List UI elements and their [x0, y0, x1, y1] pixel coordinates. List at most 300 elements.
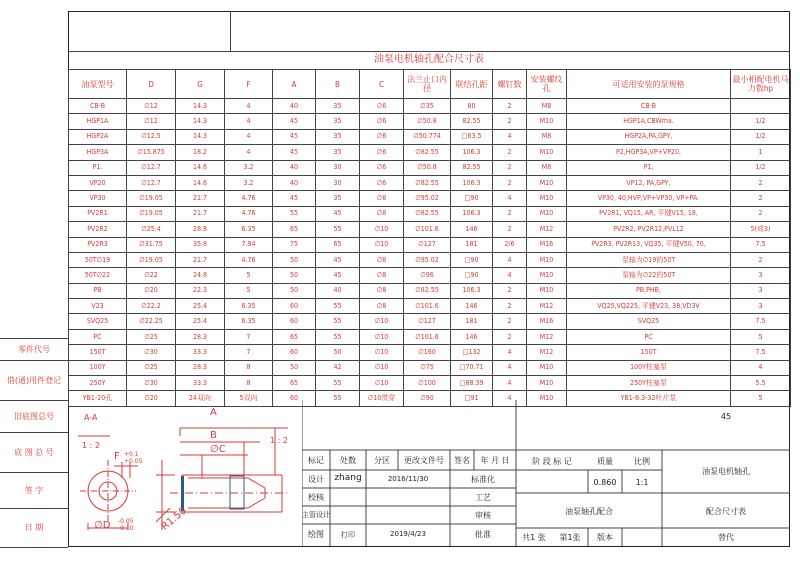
table-cell: 35: [316, 191, 360, 206]
table-cell: 8: [225, 376, 273, 391]
label-part-code: 零件代号: [0, 338, 68, 361]
header-divider: [230, 11, 231, 51]
table-cell: 55: [316, 314, 360, 329]
table-cell: M8: [527, 160, 567, 175]
table-row: [69, 283, 791, 298]
table-cell: M10: [527, 391, 567, 406]
table-row: [69, 145, 791, 160]
table-cell: 2: [493, 283, 527, 298]
table-cell: 4: [493, 252, 527, 267]
table-row: [69, 114, 791, 129]
table-cell: ∅19.05: [127, 206, 176, 221]
tb-count-label: 处数: [340, 456, 356, 465]
table-cell: 3.2: [225, 175, 273, 190]
table-cell: ∅10: [360, 360, 404, 375]
column-header: D: [127, 70, 176, 99]
column-header: F: [225, 70, 273, 99]
table-cell: 24.8: [176, 268, 225, 283]
table-cell: ∅25.4: [127, 222, 176, 237]
table-cell: 100Y柱塞泵: [567, 360, 731, 375]
table-cell: 45: [273, 145, 316, 160]
table-cell: M10: [527, 191, 567, 206]
table-cell: 30: [316, 175, 360, 190]
table-cell: ∅25: [127, 360, 176, 375]
table-cell: □63.5: [451, 129, 493, 144]
table-cell: 2: [493, 114, 527, 129]
tb-part-name: 油泵电机轴孔: [702, 467, 750, 476]
table-cell: V23: [69, 299, 127, 314]
column-header: 安装螺纹孔: [527, 70, 567, 99]
table-cell: ∅101.6: [404, 329, 451, 344]
table-cell: □90: [451, 191, 493, 206]
table-cell: 4: [493, 191, 527, 206]
table-cell: ∅10: [360, 345, 404, 360]
tol-d-top: -0.05: [118, 518, 134, 525]
table-cell: 45: [273, 129, 316, 144]
dim-f: F: [114, 451, 120, 462]
label-borrowed-register: 借(通)用件登记: [0, 360, 68, 401]
table-cell: ∅35: [404, 99, 451, 114]
table-cell: ∅8: [360, 299, 404, 314]
table-cell: ∅8: [360, 206, 404, 221]
table-cell: M10: [527, 360, 567, 375]
table-cell: 25.4: [176, 299, 225, 314]
table-cell: ∅10贯穿: [360, 391, 404, 406]
table-cell: 40: [273, 160, 316, 175]
table-cell: P1,: [567, 160, 731, 175]
table-cell: M10: [527, 376, 567, 391]
table-cell: 50: [273, 283, 316, 298]
dim-d: ∅D: [94, 520, 111, 531]
tb-ratio-value: 1:1: [635, 478, 649, 487]
table-cell: ∅6: [360, 129, 404, 144]
table-cell: ∅95.02: [404, 252, 451, 267]
table-cell: ∅20: [127, 391, 176, 406]
table-row: [69, 206, 791, 221]
table-cell: 50: [273, 360, 316, 375]
table-cell: 4.76: [225, 252, 273, 267]
table-row: [69, 376, 791, 391]
table-cell: 60: [273, 345, 316, 360]
table-cell: 65: [273, 329, 316, 344]
table-cell: 28.8: [176, 222, 225, 237]
table-cell: 1/2: [731, 129, 791, 144]
table-cell: ∅10: [360, 237, 404, 252]
table-cell: 2: [493, 99, 527, 114]
table-cell: □90: [451, 268, 493, 283]
table-cell: 2: [493, 145, 527, 160]
table-cell: 35: [316, 129, 360, 144]
table-cell: 5: [731, 391, 791, 406]
table-cell: 82.55: [451, 160, 493, 175]
table-cell: M10: [527, 114, 567, 129]
table-cell: VP30: [69, 191, 127, 206]
column-header: 可适用安装的泵规格: [567, 70, 731, 99]
table-cell: 35.8: [176, 237, 225, 252]
dimension-table: [68, 69, 791, 407]
table-cell: 146: [451, 222, 493, 237]
table-cell: PC: [567, 329, 731, 344]
table-cell: M16: [527, 237, 567, 252]
column-header: 最小相配电机马力数hp: [731, 70, 791, 99]
table-cell: 42: [316, 360, 360, 375]
tb-drawing-label: 绘图: [308, 530, 324, 539]
tb-ratio-label: 比例: [634, 457, 650, 466]
table-cell: ∅25: [127, 329, 176, 344]
drawing-number: 45: [720, 412, 732, 421]
table-cell: ∅160: [404, 345, 451, 360]
table-cell: □88.39: [451, 376, 493, 391]
table-cell: 60: [273, 299, 316, 314]
table-cell: 2: [493, 299, 527, 314]
table-cell: 5: [225, 283, 273, 298]
table-row: [69, 175, 791, 190]
table-cell: 14.6: [176, 160, 225, 175]
table-cell: 2: [493, 160, 527, 175]
column-header: 油泵型号: [69, 70, 127, 99]
dim-b: B: [210, 430, 217, 441]
table-cell: 150T: [567, 345, 731, 360]
table-cell: 2: [493, 314, 527, 329]
table-row: [69, 345, 791, 360]
column-header: B: [316, 70, 360, 99]
table-row: [69, 314, 791, 329]
table-cell: 33.3: [176, 345, 225, 360]
table-cell: ∅12: [127, 99, 176, 114]
table-cell: PB,PHB,: [567, 283, 731, 298]
table-cell: PC: [69, 329, 127, 344]
table-cell: 28.3: [176, 329, 225, 344]
table-cell: VP12, PA,GPY,: [567, 175, 731, 190]
table-cell: 3: [731, 299, 791, 314]
table-cell: 4: [225, 114, 273, 129]
table-cell: CB-B: [69, 99, 127, 114]
table-cell: ∅12.7: [127, 175, 176, 190]
table-cell: 45: [316, 252, 360, 267]
tb-approve-label: 批准: [475, 530, 491, 539]
column-header: 法兰止口内径: [404, 70, 451, 99]
dim-c: ∅C: [210, 444, 226, 455]
table-cell: 45: [273, 191, 316, 206]
table-cell: 250Y: [69, 376, 127, 391]
table-cell: ∅6: [360, 99, 404, 114]
table-cell: ∅15.875: [127, 145, 176, 160]
table-cell: M10: [527, 145, 567, 160]
table-cell: 泵轴为∅22的50T: [567, 268, 731, 283]
table-cell: ∅6: [360, 114, 404, 129]
tb-total-sheets: 共1 张: [522, 533, 546, 542]
table-cell: 50: [316, 345, 360, 360]
table-cell: M10: [527, 175, 567, 190]
table-header-row: [69, 70, 791, 99]
tb-drawing-subtitle: 配合尺寸表: [706, 507, 746, 516]
table-cell: M12: [527, 329, 567, 344]
table-cell: 50: [273, 268, 316, 283]
table-cell: 2: [493, 329, 527, 344]
table-cell: YB1-20孔: [69, 391, 127, 406]
table-cell: 35: [316, 99, 360, 114]
table-cell: 50: [273, 252, 316, 267]
label-signature: 签 字: [0, 472, 68, 509]
table-cell: 7: [225, 329, 273, 344]
table-cell: PV2R3, PV2R13, VQ35, 平键V50, 70,: [567, 237, 731, 252]
table-cell: 150T: [69, 345, 127, 360]
table-cell: 75: [273, 237, 316, 252]
table-cell: 45: [316, 206, 360, 221]
shaft-hole-drawing: [70, 400, 302, 545]
table-cell: 60: [273, 391, 316, 406]
table-cell: ∅82.55: [404, 283, 451, 298]
tb-date-label: 年 月 日: [480, 456, 510, 465]
table-cell: 8: [225, 360, 273, 375]
table-cell: ∅101.6: [404, 222, 451, 237]
table-cell: ∅6: [360, 160, 404, 175]
table-cell: ∅12: [127, 114, 176, 129]
table-cell: M10: [527, 252, 567, 267]
table-cell: 40: [316, 283, 360, 298]
table-cell: 4.76: [225, 206, 273, 221]
table-cell: M10: [527, 268, 567, 283]
table-cell: 146: [451, 299, 493, 314]
table-cell: 2: [493, 175, 527, 190]
table-cell: 4: [493, 360, 527, 375]
table-cell: SVQ25: [69, 314, 127, 329]
table-cell: 5(或3): [731, 222, 791, 237]
table-cell: 65: [273, 376, 316, 391]
table-cell: 4: [493, 376, 527, 391]
table-cell: ∅30: [127, 376, 176, 391]
table-cell: 55: [316, 376, 360, 391]
table-cell: 7.94: [225, 237, 273, 252]
table-cell: ∅19.05: [127, 252, 176, 267]
tb-designer: zhang: [334, 473, 362, 483]
table-cell: 3.2: [225, 160, 273, 175]
table-cell: HGP2A,PA,GPY,: [567, 129, 731, 144]
table-cell: 5.5: [731, 376, 791, 391]
table-cell: 50T∅22: [69, 268, 127, 283]
tol-f-top: +0.1: [124, 451, 139, 458]
table-cell: 65: [316, 237, 360, 252]
table-cell: ∅127: [404, 314, 451, 329]
table-cell: 21.7: [176, 252, 225, 267]
table-cell: ∅22.25: [127, 314, 176, 329]
table-cell: 45: [316, 268, 360, 283]
table-cell: VP20: [69, 175, 127, 190]
table-cell: PV2R3: [69, 237, 127, 252]
tb-check-label: 校核: [308, 493, 324, 502]
table-row: [69, 191, 791, 206]
table-cell: 4: [493, 129, 527, 144]
table-cell: 25.4: [176, 314, 225, 329]
tb-audit-label: 审核: [475, 511, 491, 520]
column-header: 螺钉数: [493, 70, 527, 99]
table-cell: ∅100: [404, 376, 451, 391]
table-cell: 3: [731, 283, 791, 298]
table-cell: 14.3: [176, 114, 225, 129]
tb-weight-label: 质量: [597, 457, 613, 466]
table-cell: HGP3A: [69, 145, 127, 160]
table-cell: ∅101.6: [404, 299, 451, 314]
table-cell: ∅22: [127, 268, 176, 283]
table-cell: SVQ25: [567, 314, 731, 329]
table-cell: ∅22.2: [127, 299, 176, 314]
table-cell: 6.35: [225, 299, 273, 314]
tb-craft-label: 工艺: [475, 493, 491, 502]
table-cell: 45: [273, 114, 316, 129]
table-cell: 4: [225, 129, 273, 144]
table-cell: 50T∅19: [69, 252, 127, 267]
column-header: C: [360, 70, 404, 99]
table-cell: ∅50.8: [404, 160, 451, 175]
table-cell: ∅6: [360, 175, 404, 190]
table-cell: M10: [527, 206, 567, 221]
table-cell: 2: [731, 191, 791, 206]
table-cell: ∅82.55: [404, 206, 451, 221]
tb-standard-label: 标准化: [471, 475, 495, 484]
table-cell: 5: [731, 329, 791, 344]
table-cell: 250Y柱塞泵: [567, 376, 731, 391]
table-cell: 80: [451, 99, 493, 114]
table-cell: 21.7: [176, 206, 225, 221]
table-cell: 7: [225, 345, 273, 360]
table-cell: M10: [527, 283, 567, 298]
table-cell: 5双向: [225, 391, 273, 406]
table-cell: ∅12.5: [127, 129, 176, 144]
table-cell: ∅10: [360, 329, 404, 344]
dim-radius: R1.50: [159, 505, 189, 533]
table-cell: 35: [316, 114, 360, 129]
table-cell: 18.2: [176, 145, 225, 160]
table-row: [69, 329, 791, 344]
table-cell: M8: [527, 99, 567, 114]
table-cell: ∅8: [360, 268, 404, 283]
table-cell: 146: [451, 329, 493, 344]
table-cell: 100Y: [69, 360, 127, 375]
table-cell: ∅12.7: [127, 160, 176, 175]
table-cell: VP30, 40,HVP,VP+VP30, VP+PA.: [567, 191, 731, 206]
table-cell: [731, 99, 791, 114]
section-label: A-A: [84, 413, 98, 422]
table-cell: 7.5: [731, 345, 791, 360]
table-row: [69, 252, 791, 267]
table-cell: PV2R2: [69, 222, 127, 237]
tb-design-date: 2016/11/30: [387, 475, 429, 483]
table-cell: ∅30: [127, 345, 176, 360]
table-cell: PV2R2, PV2R12,PVL12: [567, 222, 731, 237]
tb-replace-label: 替代: [718, 533, 734, 542]
table-cell: 5: [225, 268, 273, 283]
table-cell: 106.3: [451, 175, 493, 190]
table-cell: 106.3: [451, 283, 493, 298]
table-cell: ∅10: [360, 222, 404, 237]
tb-weight-value: 0.860: [593, 478, 617, 487]
table-cell: PB: [69, 283, 127, 298]
table-cell: 14.6: [176, 175, 225, 190]
label-date: 日 期: [0, 508, 68, 548]
table-cell: ∅19.05: [127, 191, 176, 206]
tb-print-date: 2019/4/23: [390, 530, 426, 538]
table-cell: □132: [451, 345, 493, 360]
table-row: [69, 268, 791, 283]
table-cell: ∅8: [360, 191, 404, 206]
table-cell: 40: [273, 99, 316, 114]
table-cell: HGP1A: [69, 114, 127, 129]
table-cell: 3: [731, 268, 791, 283]
table-cell: ∅50.774: [404, 129, 451, 144]
table-cell: HGP1A,CBWma.: [567, 114, 731, 129]
table-cell: ∅8: [360, 252, 404, 267]
table-cell: YB1-6.3-32叶片泵: [567, 391, 731, 406]
title-block: [302, 400, 790, 546]
tb-design-label: 设计: [308, 475, 324, 484]
drawing-scale: 1 : 2: [270, 436, 288, 445]
table-cell: VQ25,VQ225, 平键V23, 38,VD3V: [567, 299, 731, 314]
table-cell: 24双向: [176, 391, 225, 406]
table-cell: 35: [316, 145, 360, 160]
table-cell: ∅96: [404, 268, 451, 283]
table-cell: 55: [316, 391, 360, 406]
table-cell: □90: [451, 252, 493, 267]
table-cell: 55: [316, 329, 360, 344]
table-cell: 4.76: [225, 191, 273, 206]
tb-version-label: 版本: [597, 533, 613, 542]
table-cell: M8: [527, 129, 567, 144]
table-row: [69, 160, 791, 175]
label-drawing-number: 底 图 总 号: [0, 432, 68, 473]
table-cell: ∅127: [404, 237, 451, 252]
tb-mark-label: 标记: [308, 456, 324, 465]
tb-drawing-name: 油泵轴孔配合: [565, 507, 613, 516]
table-cell: PV2R1, VQ15, AR, 平键V15, 18,: [567, 206, 731, 221]
table-cell: 4: [225, 145, 273, 160]
dim-a: A: [210, 407, 217, 418]
table-cell: ∅10: [360, 314, 404, 329]
table-cell: ∅31.75: [127, 237, 176, 252]
table-cell: 106.3: [451, 145, 493, 160]
table-cell: 55: [316, 222, 360, 237]
table-row: [69, 129, 791, 144]
table-title: 油泵电机轴孔配合尺寸表: [68, 51, 790, 70]
tb-stage-label: 阶 段 标 记: [532, 457, 572, 466]
table-cell: ∅50.8: [404, 114, 451, 129]
table-cell: 33.3: [176, 376, 225, 391]
table-cell: M16: [527, 314, 567, 329]
table-cell: 60: [273, 314, 316, 329]
table-cell: 1/2: [731, 114, 791, 129]
column-header: A: [273, 70, 316, 99]
table-cell: 106.3: [451, 206, 493, 221]
table-row: [69, 237, 791, 252]
table-cell: □91: [451, 391, 493, 406]
table-cell: M12: [527, 345, 567, 360]
table-cell: 21.7: [176, 191, 225, 206]
column-header: G: [176, 70, 225, 99]
table-cell: 4: [493, 391, 527, 406]
tol-d-bottom: -0.10: [118, 525, 134, 532]
table-cell: 2: [493, 222, 527, 237]
table-cell: 181: [451, 314, 493, 329]
table-cell: 6.35: [225, 314, 273, 329]
table-row: [69, 99, 791, 114]
label-old-drawing-number: 旧底图总号: [0, 400, 68, 433]
table-cell: 7.5: [731, 237, 791, 252]
table-cell: 4: [731, 360, 791, 375]
table-cell: ∅8: [360, 283, 404, 298]
table-cell: 14.3: [176, 129, 225, 144]
table-row: [69, 299, 791, 314]
section-scale: 1 : 2: [82, 441, 100, 450]
table-cell: P2,HGP3A,VP+VP20,: [567, 145, 731, 160]
